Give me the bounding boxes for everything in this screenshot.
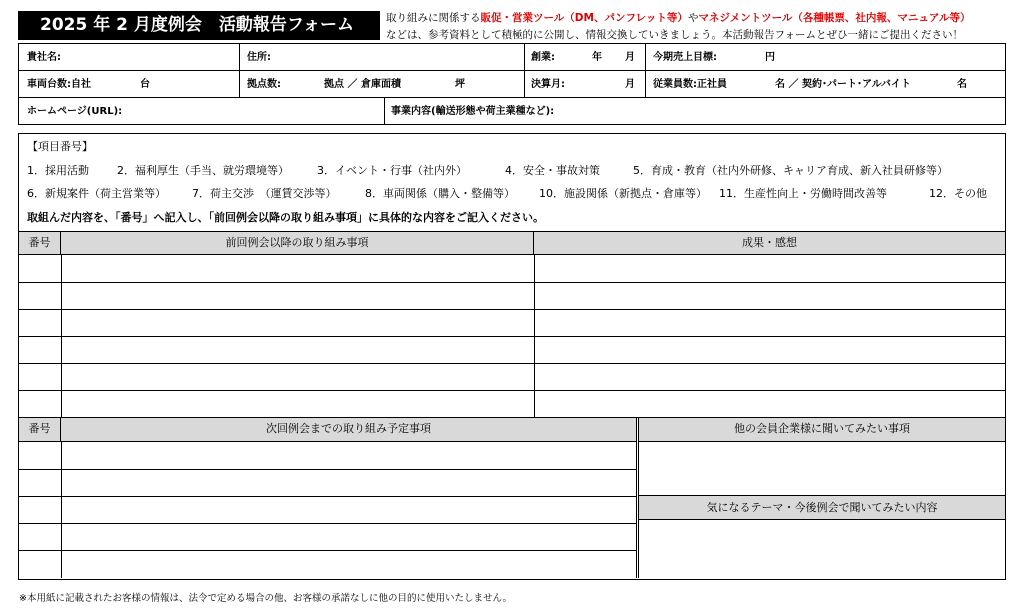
table1-result-cell[interactable] <box>534 255 1005 282</box>
item-4: 4．安全・事故対策 <box>505 164 600 177</box>
employee-unit: 名 ／ 契約･パート･アルバイト <box>775 79 911 90</box>
intro-line-2: などは、参考資料として積極的に公開し、情報交換していきましょう。本活動報告フォームとぜひ一緒にご提出ください！ <box>386 29 963 41</box>
fiscal-month-unit: 月 <box>625 79 635 90</box>
company-info-grid <box>18 43 1006 125</box>
table1-header-number: 番号 <box>19 232 61 255</box>
table1-header-result: 成果・感想 <box>534 232 1005 255</box>
homepage-url-field[interactable]: ホームページ(URL): <box>27 106 123 117</box>
item-3: 3．イベント・行事（社内外） <box>317 164 467 177</box>
item-1: 1．採用活動 <box>27 164 89 177</box>
next-activities-table <box>18 418 1006 580</box>
table2-header-ask: 他の会員企業様に聞いてみたい事項 <box>638 418 1005 442</box>
employee-count-field[interactable]: 従業員数:正社員 <box>653 79 727 90</box>
sales-target-field[interactable]: 今期売上目標: <box>653 52 717 63</box>
intro-highlight-management-tools: マネジメントツール（各種帳票、社内報、マニュアル等） <box>698 12 971 24</box>
table1-number-cell[interactable] <box>19 255 61 282</box>
fiscal-month-field[interactable]: 決算月: <box>531 79 565 90</box>
item-5: 5．育成・教育（社内外研修、キャリア育成、新入社員研修等） <box>633 164 948 177</box>
theme-input[interactable] <box>639 520 1005 578</box>
table1-past-cell[interactable] <box>61 255 534 282</box>
past-activities-table <box>18 231 1006 418</box>
table2-header-number: 番号 <box>19 418 61 442</box>
company-name-field[interactable]: 貴社名: <box>27 52 61 63</box>
table2-header-theme: 気になるテーマ・今後例会で聞いてみたい内容 <box>639 495 1005 520</box>
item-number-legend <box>18 133 1006 231</box>
intro-text-pre: 取り組みに関係する <box>386 12 481 24</box>
item-12: 12．その他 <box>929 187 987 200</box>
table2-next-cell[interactable] <box>61 442 636 469</box>
item-7: 7．荷主交渉 （運賃交渉等） <box>192 187 337 200</box>
item-11: 11．生産性向上・労働時間改善等 <box>719 187 887 200</box>
base-unit: 拠点 ／ 倉庫面積 <box>324 79 401 90</box>
intro-line-1 <box>386 10 1016 27</box>
vehicle-count-field[interactable]: 車両台数:自社 <box>27 79 91 90</box>
item-legend-heading: 【項目番号】 <box>27 140 93 153</box>
yen-unit: 円 <box>765 52 775 63</box>
item-2: 2．福利厚生（手当、就労環境等） <box>117 164 289 177</box>
table1-header-past: 前回例会以降の取り組み事項 <box>61 232 534 255</box>
item-10: 10．施設関係（新拠点・倉庫等） <box>539 187 707 200</box>
privacy-footnote: ※本用紙に記載されたお客様の情報は、法令で定める場合の他、お客様の承諾なしに他の目的に使用いたしません。 <box>19 593 513 604</box>
base-count-field[interactable]: 拠点数: <box>247 79 281 90</box>
instruction-text: 取組んだ内容を、「番号」へ記入し、「前回例会以降の取り組み事項」に具体的な内容をご記入ください。 <box>27 211 544 224</box>
item-6: 6．新規案件（荷主営業等） <box>27 187 166 200</box>
tsubo-unit: 坪 <box>455 79 465 90</box>
intro-highlight-sales-tools: 販促・営業ツール（DM、パンフレット等） <box>480 12 688 24</box>
ask-members-input[interactable] <box>639 442 1005 495</box>
business-content-field[interactable]: 事業内容(輸送形態や荷主業種など): <box>391 106 555 117</box>
item-8: 8．車両関係（購入・整備等） <box>365 187 515 200</box>
employee-unit-2: 名 <box>957 79 967 90</box>
table2-number-cell[interactable] <box>19 442 61 469</box>
intro-text <box>386 10 1016 44</box>
vehicle-unit: 台 <box>140 79 150 90</box>
founded-field[interactable]: 創業: <box>531 52 555 63</box>
intro-text-mid: や <box>687 12 699 24</box>
founded-month-unit: 月 <box>625 52 635 63</box>
table2-header-next: 次回例会までの取り組み予定事項 <box>61 418 636 442</box>
form-title: 2025 年 2 月度例会 活動報告フォーム <box>18 11 380 40</box>
founded-year-unit: 年 <box>592 52 602 63</box>
address-field[interactable]: 住所: <box>247 52 271 63</box>
